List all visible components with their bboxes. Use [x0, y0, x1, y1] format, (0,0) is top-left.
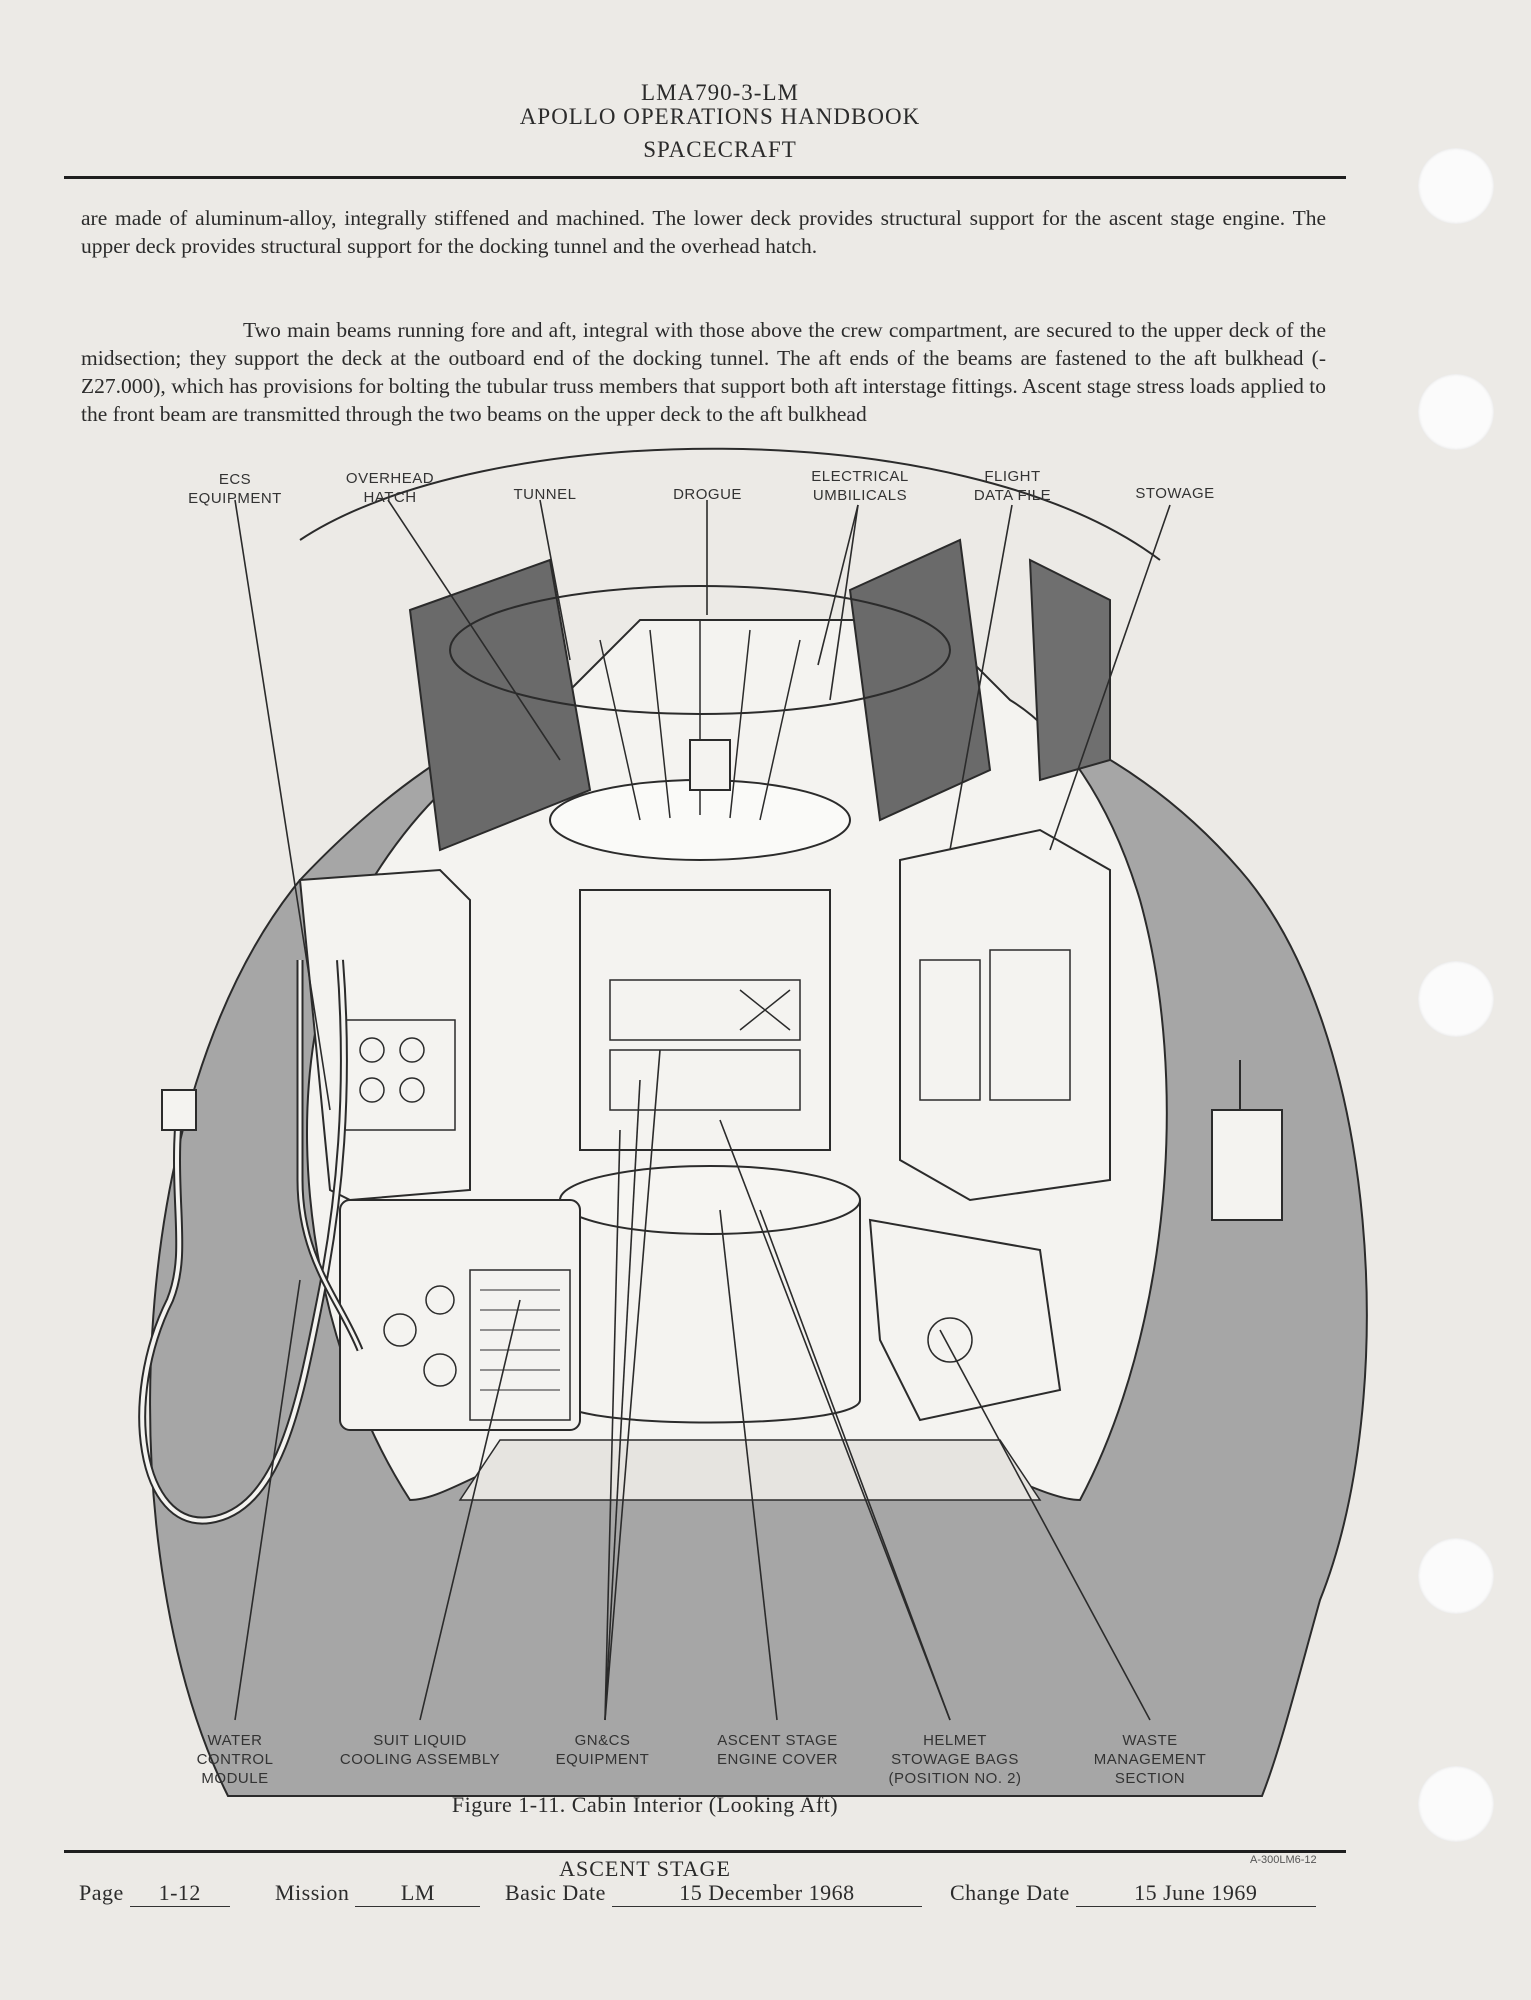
label-ascent-stage-engine-cover: ASCENT STAGE ENGINE COVER	[716, 1732, 839, 1768]
page-number: 1-12	[130, 1880, 230, 1907]
basic-date-value: 15 December 1968	[612, 1880, 922, 1907]
footer-basic-date	[505, 1880, 922, 1907]
label-helmet-stowage-bags: HELMET STOWAGE BAGS (POSITION NO. 2)	[888, 1732, 1022, 1787]
drawing-reference: A-300LM6-12	[1250, 1854, 1317, 1866]
label-drogue: DROGUE	[673, 486, 742, 503]
footer-rule	[64, 1850, 1346, 1853]
mission-label: Mission	[275, 1880, 350, 1905]
label-gncs-equipment: GN&CS EQUIPMENT	[555, 1732, 650, 1768]
figure-caption: Figure 1-11. Cabin Interior (Looking Aft)	[451, 1792, 839, 1817]
doc-title: APOLLO OPERATIONS HANDBOOK	[519, 104, 921, 129]
footer-change-date	[950, 1880, 1316, 1907]
footer-page	[79, 1880, 230, 1907]
page-label: Page	[79, 1880, 124, 1905]
mission-value: LM	[355, 1880, 480, 1907]
ecs-panel-dials	[345, 1020, 455, 1130]
section-title: ASCENT STAGE	[559, 1856, 731, 1881]
suit-cooling-assembly	[340, 1200, 580, 1430]
paragraph-2: Two main beams running fore and aft, integral with those above the crew compartment, are secured to the upper deck of the midsection; they support the deck at the outboard end of the docking tunnel. The aft ends of the beams are fastened to the aft bulkhead (-Z27.000), which has provisions for bolting the tubular truss members that support both aft interstage fittings. Ascent stage stress loads applied to the front beam are transmitted through the two beams on the upper deck to the aft bulkhead	[81, 318, 1326, 426]
far-right-panel	[1030, 560, 1110, 780]
label-overhead-hatch: OVERHEAD HATCH	[345, 470, 435, 506]
paragraph-1: are made of aluminum-alloy, integrally stiffened and machined. The lower deck provides structural support for the ascent stage engine. The upper deck provides structural support for the docking tunnel and the overhead hatch.	[81, 206, 1326, 258]
doc-subtitle: SPACECRAFT	[643, 137, 797, 162]
footer-mission	[275, 1880, 480, 1907]
label-waste-management-section: WASTE MANAGEMENT SECTION	[1093, 1732, 1207, 1787]
label-tunnel: TUNNEL	[513, 486, 577, 503]
doc-number: LMA790-3-LM	[641, 80, 799, 105]
label-electrical-umbilicals: ELECTRICAL UMBILICALS	[811, 468, 909, 504]
label-stowage: STOWAGE	[1135, 485, 1215, 502]
change-date-label: Change Date	[950, 1880, 1070, 1905]
drogue-mount	[690, 740, 730, 790]
label-ecs-equipment: ECS EQUIPMENT	[188, 471, 282, 507]
basic-date-label: Basic Date	[505, 1880, 606, 1905]
label-flight-data-file: FLIGHT DATA FILE	[973, 468, 1052, 504]
stowage-cabinet	[900, 830, 1110, 1200]
label-suit-liquid-cooling-assembly: SUIT LIQUID COOLING ASSEMBLY	[339, 1732, 501, 1768]
external-box	[1212, 1110, 1282, 1220]
cabin-floor	[460, 1440, 1040, 1500]
gncs-console	[580, 890, 830, 1150]
water-control-valve	[162, 1090, 196, 1130]
label-water-control-module: WATER CONTROL MODULE	[196, 1732, 274, 1787]
change-date-value: 15 June 1969	[1076, 1880, 1316, 1907]
